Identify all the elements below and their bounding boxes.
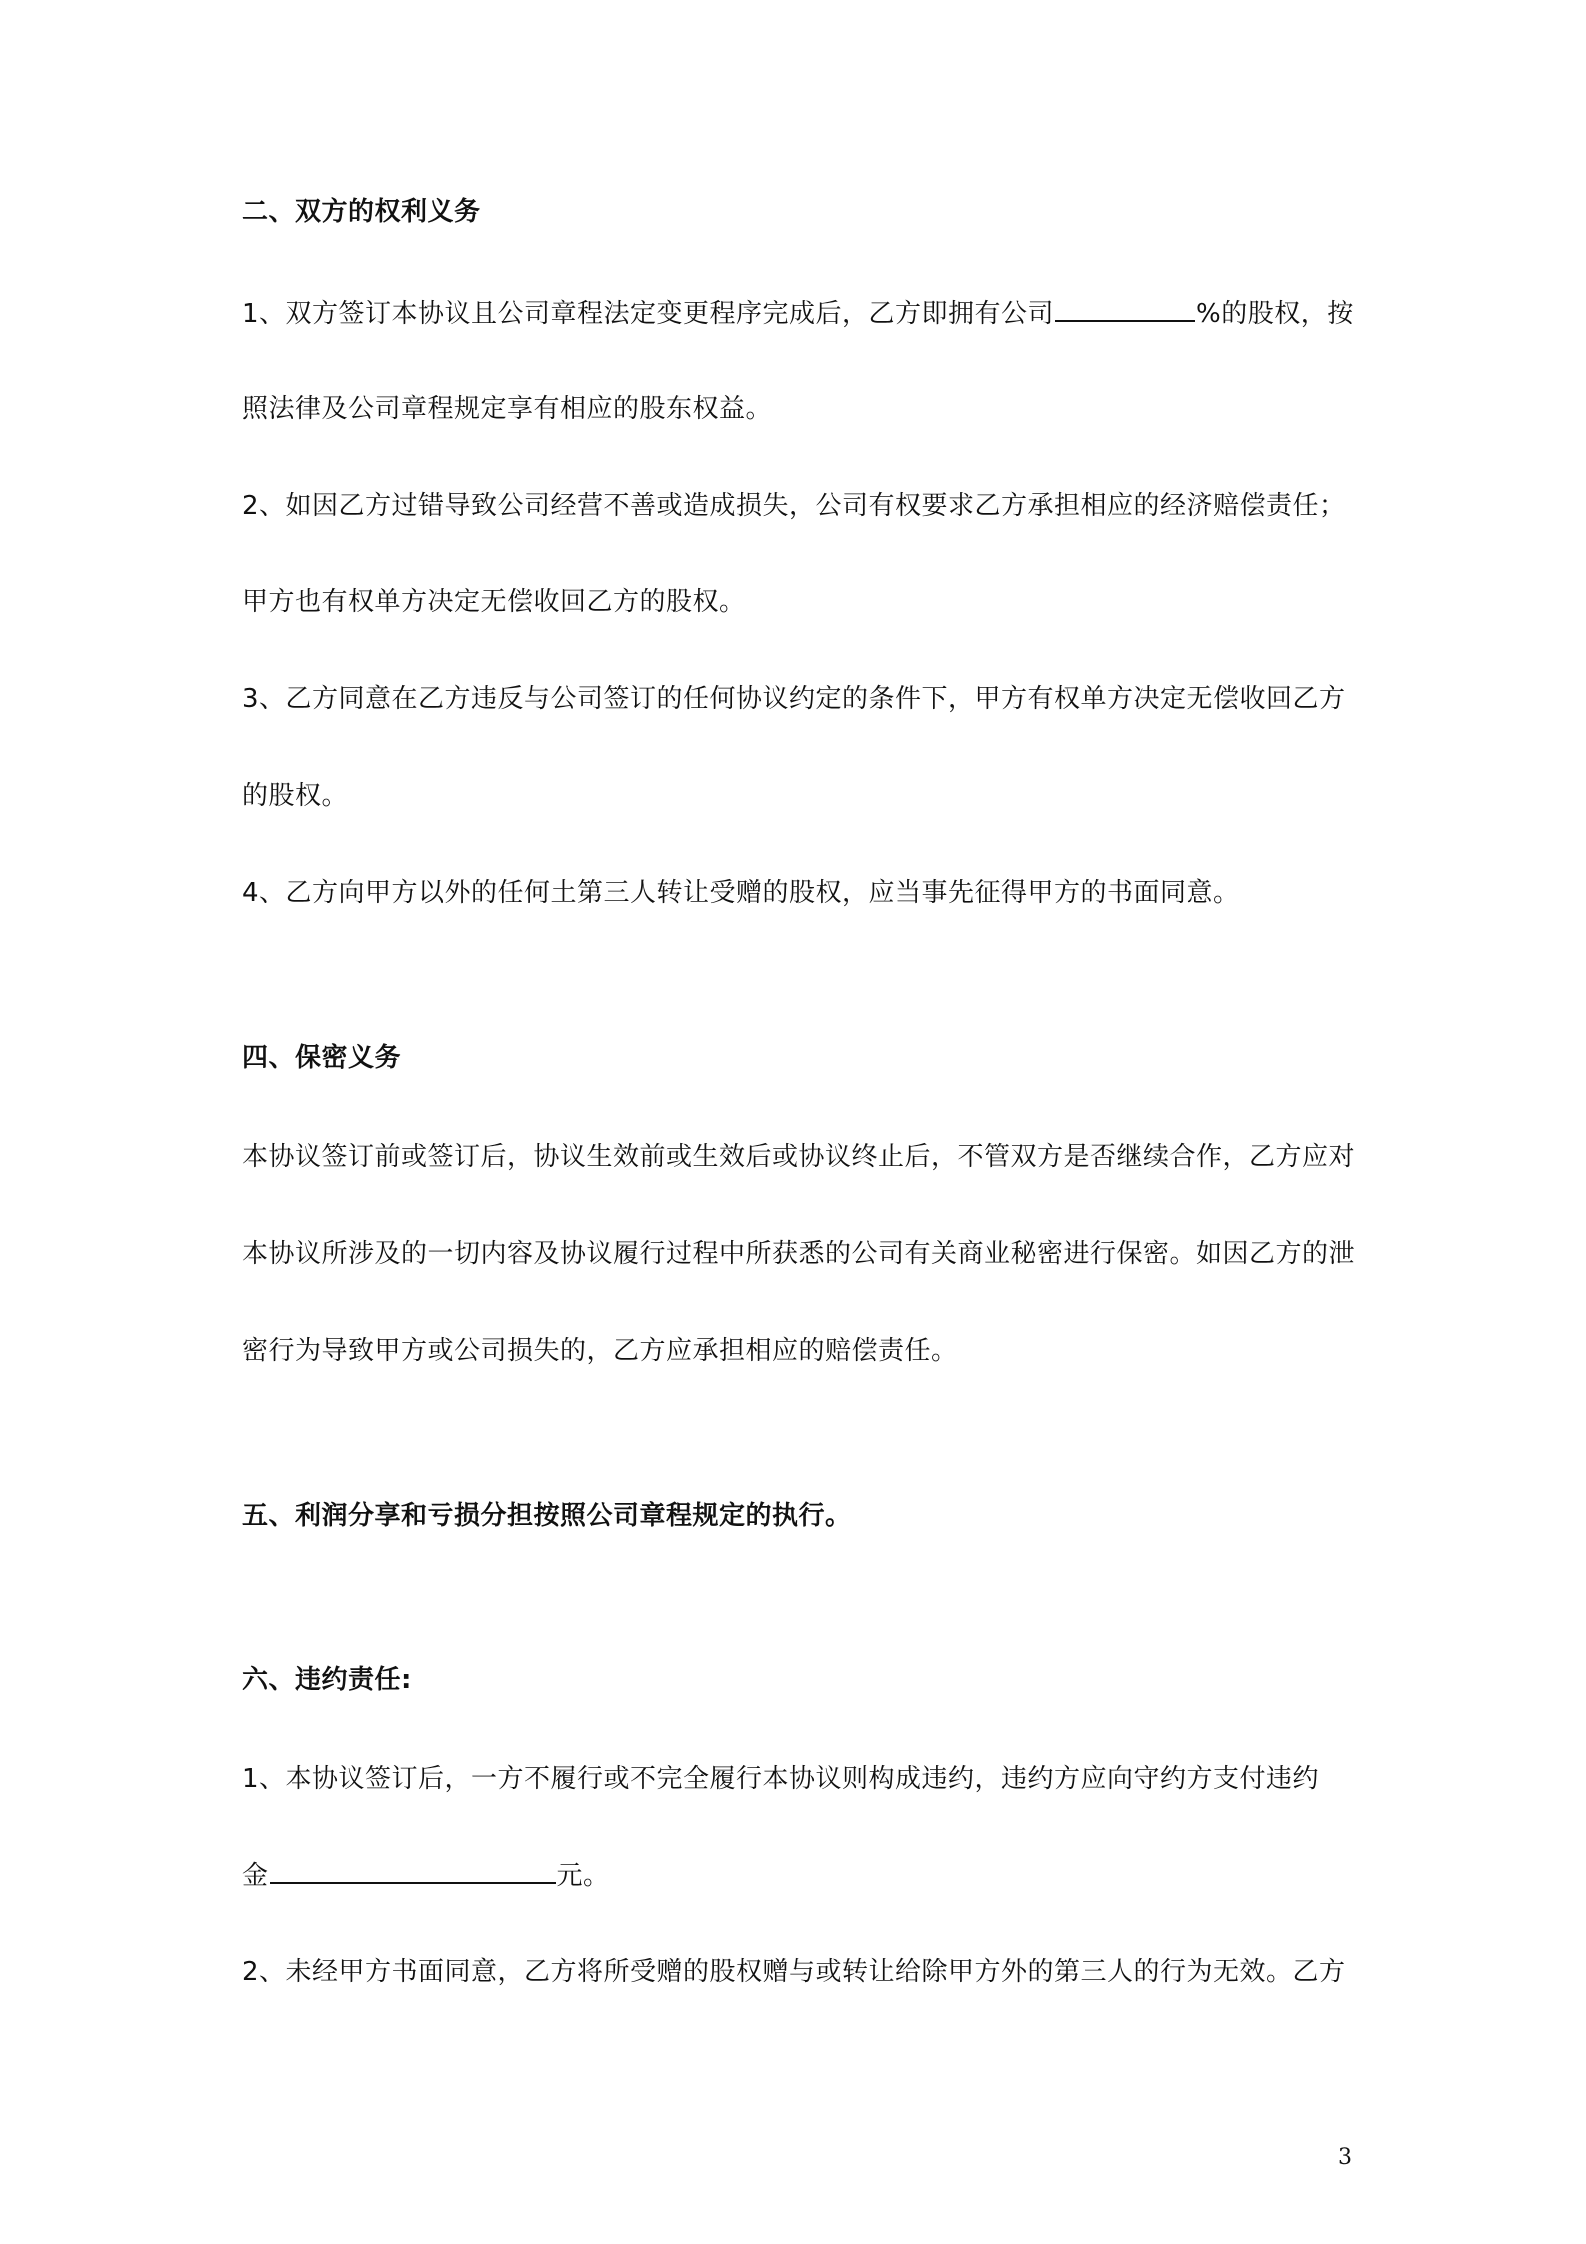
section-2-item-3-line-2: 的股权。 [242,781,349,811]
section-6-item-2-line-1: 2、未经甲方书面同意，乙方将所受赠的股权赠与或转让给除甲方外的第三人的行为无效。乙方 [242,1957,1346,1987]
section-6-item-1-line-2 [242,1858,1362,1893]
penalty-text-before-blank: 金 [242,1861,269,1891]
section-2-item-3-line-1: 3、乙方同意在乙方违反与公司签订的任何协议约定的条件下，甲方有权单方决定无偿收回乙方 [242,684,1346,714]
section-2-item-2-line-1: 2、如因乙方过错导致公司经营不善或造成损失，公司有权要求乙方承担相应的经济赔偿责任； [242,491,1346,521]
item-1-text-after-blank: %的股权，按 [1196,299,1354,329]
section-4-line-2: 本协议所涉及的一切内容及协议履行过程中所获悉的公司有关商业秘密进行保密。如因乙方的泄 [242,1239,1356,1269]
page-number: 3 [1338,2145,1352,2170]
section-6-item-1-line-1: 1、本协议签订后，一方不履行或不完全履行本协议则构成违约，违约方应向守约方支付违约 [242,1764,1320,1794]
penalty-amount-blank [270,1858,556,1884]
section-2-heading: 二、双方的权利义务 [242,197,481,227]
section-2-item-1-line-2: 照法律及公司章程规定享有相应的股东权益。 [242,394,773,424]
item-1-text-before-blank: 1、双方签订本协议且公司章程法定变更程序完成后，乙方即拥有公司 [242,299,1055,329]
equity-percentage-blank [1055,296,1195,322]
section-6-heading: 六、违约责任: [242,1665,412,1695]
section-5-heading: 五、利润分享和亏损分担按照公司章程规定的执行。 [242,1501,852,1531]
section-2-item-2-line-2: 甲方也有权单方决定无偿收回乙方的股权。 [242,587,746,617]
section-2-item-1-line-1 [242,296,1362,331]
section-2-item-4: 4、乙方向甲方以外的任何土第三人转让受赠的股权，应当事先征得甲方的书面同意。 [242,878,1240,908]
section-4-line-1: 本协议签订前或签订后，协议生效前或生效后或协议终止后，不管双方是否继续合作，乙方应对 [242,1142,1356,1172]
penalty-text-after-blank: 元。 [556,1861,610,1891]
section-4-heading: 四、保密义务 [242,1043,402,1073]
section-4-line-3: 密行为导致甲方或公司损失的，乙方应承担相应的赔偿责任。 [242,1336,958,1366]
